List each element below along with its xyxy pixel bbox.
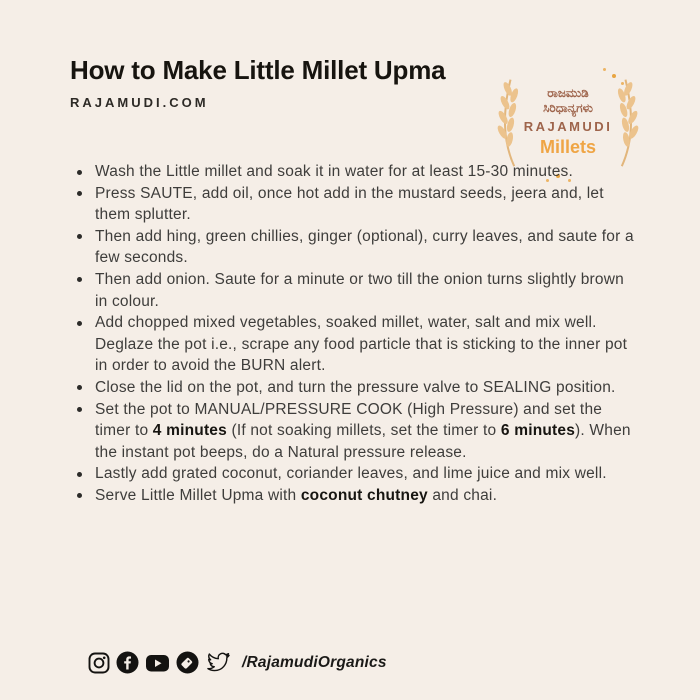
- logo-text: [524, 86, 613, 159]
- youtube-icon[interactable]: [145, 652, 170, 674]
- facebook-icon[interactable]: [116, 651, 139, 674]
- twitter-icon[interactable]: [205, 651, 232, 674]
- social-bar: [88, 651, 387, 674]
- list-item: Set the pot to MANUAL/PRESSURE COOK (High Pressure) and set the timer to 4 minutes (If not soaking millets, set the timer to 6 minutes). When the instant pot beeps, do a Natural pressure release.: [70, 399, 636, 464]
- logo-brand-name: RAJAMUDI: [523, 118, 613, 134]
- tag-icon[interactable]: [176, 651, 199, 674]
- logo-kannada-line2: ಸಿರಿಧಾನ್ಯಗಳು: [543, 100, 593, 115]
- list-item: Wash the Little millet and soak it in water for at least 15-30 minutes.: [70, 161, 636, 183]
- list-item: Then add hing, green chillies, ginger (optional), curry leaves, and saute for a few seconds.: [70, 226, 636, 269]
- list-item: Add chopped mixed vegetables, soaked millet, water, salt and mix well. Deglaze the pot i.e., scrape any food particle that is sticking to the inner pot in order to avoid the BURN alert.: [70, 312, 636, 377]
- website-url: RAJAMUDI.COM: [70, 95, 209, 110]
- logo-kannada-line1: ರಾಜಮುಡಿ: [547, 85, 589, 100]
- list-item: Close the lid on the pot, and turn the pressure valve to SEALING position.: [70, 377, 636, 399]
- wheat-stalk-icon: [614, 76, 648, 168]
- instagram-icon[interactable]: [88, 652, 110, 674]
- page-title: How to Make Little Millet Upma: [70, 55, 446, 85]
- list-item: Then add onion. Saute for a minute or two till the onion turns slightly brown in colour.: [70, 269, 636, 312]
- wheat-stalk-icon: [488, 76, 522, 168]
- steps-list: [70, 161, 636, 507]
- logo-millets-label: Millets: [539, 136, 596, 157]
- list-item: Press SAUTE, add oil, once hot add in the mustard seeds, jeera and, let them splutter.: [70, 183, 636, 226]
- list-item: Lastly add grated coconut, coriander leaves, and lime juice and mix well.: [70, 463, 636, 485]
- grain-dot: [603, 68, 606, 71]
- social-handle-link[interactable]: /RajamudiOrganics: [242, 653, 387, 671]
- brand-logo: [482, 72, 654, 172]
- list-item: Serve Little Millet Upma with coconut chutney and chai.: [70, 485, 636, 507]
